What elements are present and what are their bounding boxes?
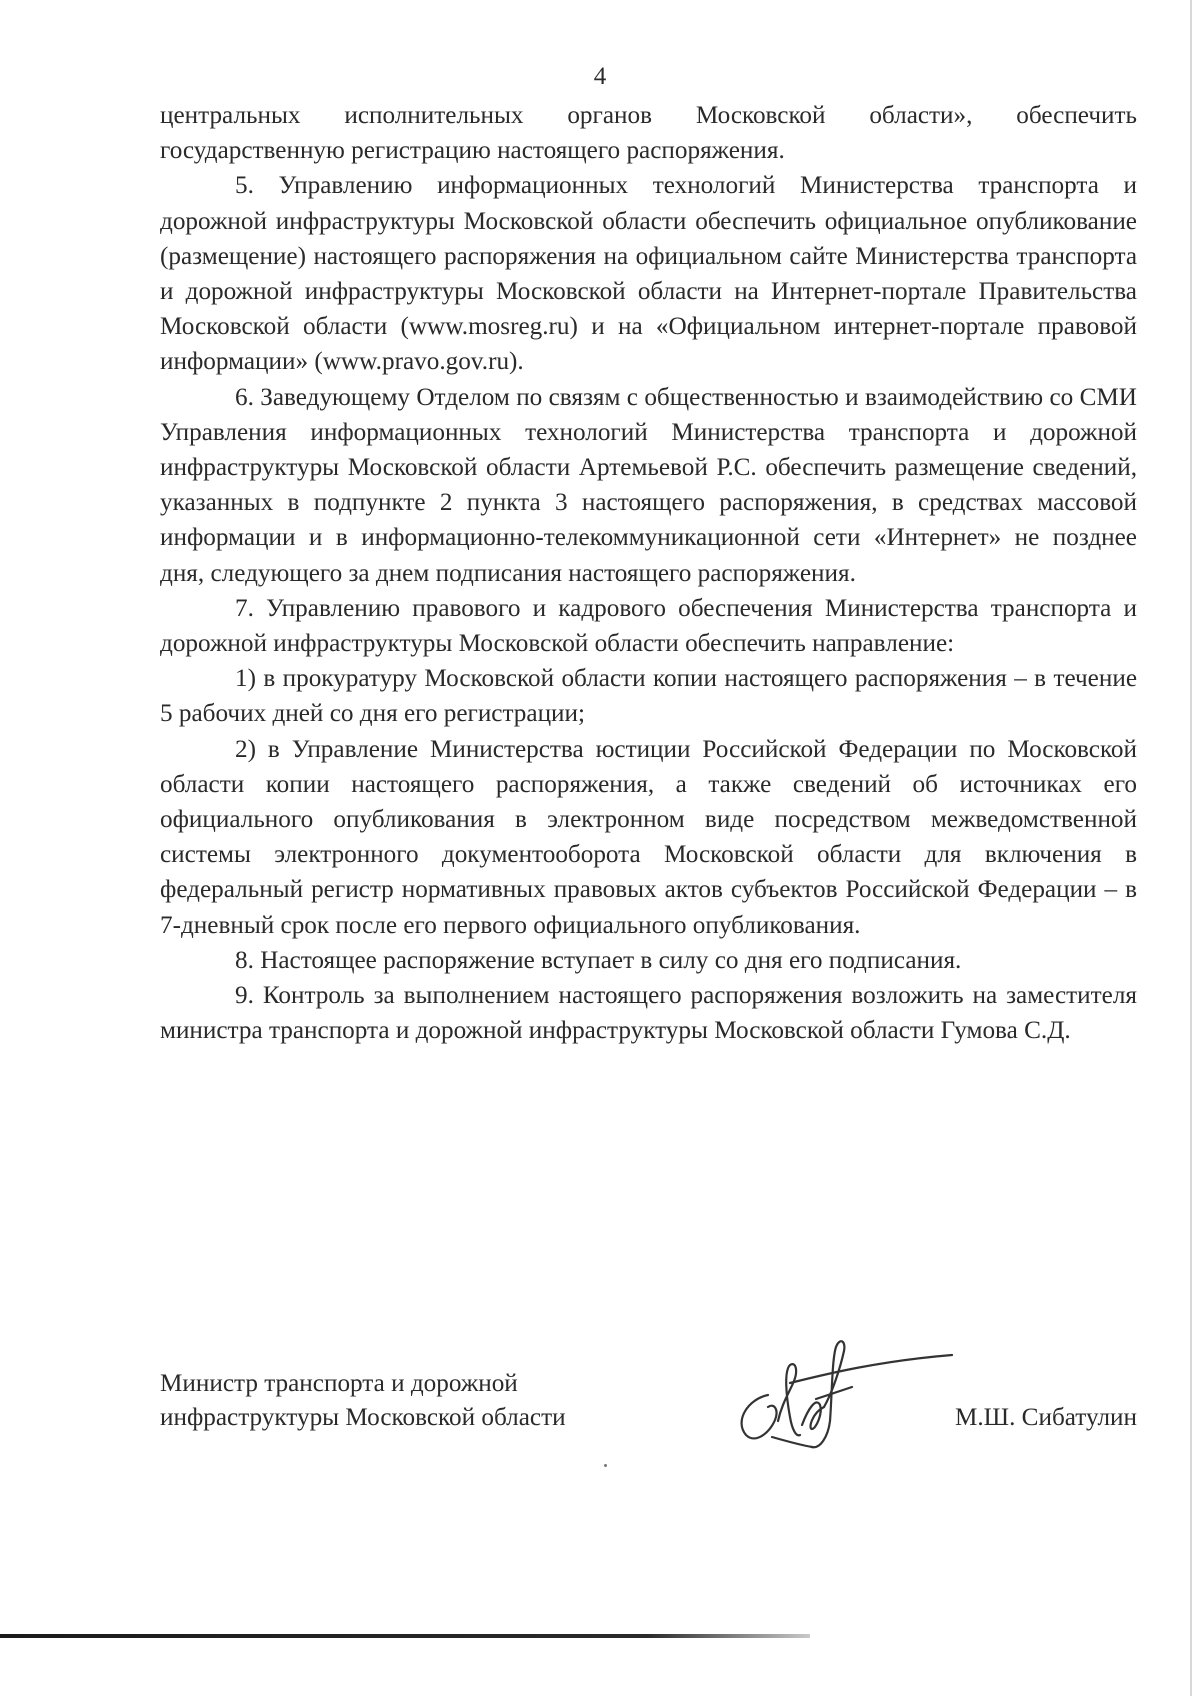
scan-artifact-dot — [604, 1464, 607, 1467]
handwritten-signature-icon — [720, 1325, 960, 1465]
signature-block — [160, 1367, 1137, 1477]
paragraph-subitem-2: 2) в Управление Министерства юстиции Российской Федерации по Московской области копии настоящего распоряжения, а также сведений об источниках его официального опубликования в электронном виде посредством межведомственной системы электронного документооборота Московской области для включения в федеральный регистр нормативных правовых актов субъектов Российской Федерации – в 7-дневный срок после его первого официального опубликования. — [160, 735, 1137, 939]
page-number: 4 — [593, 63, 607, 90]
signer-title — [160, 1367, 680, 1435]
document-body — [160, 98, 1137, 1048]
paragraph-item-9: 9. Контроль за выполнением настоящего распоряжения возложить на заместителя министра транспорта и дорожной инфраструктуры Московской области Гумова С.Д. — [160, 982, 1137, 1045]
paragraph-item-8: 8. Настоящее распоряжение вступает в силу со дня его подписания. — [235, 946, 962, 974]
signer-title-line-1: Министр транспорта и дорожной — [160, 1370, 518, 1397]
paragraph-item-5: 5. Управлению информационных технологий Министерства транспорта и дорожной инфраструктуры Московской области обеспечить официальное опубликование (размещение) настоящего распоряжения на официальном сайте Министерства транспорта и дорожной инфраструктуры Московской области на Интернет-портале Правительства Московской области (www.mosreg.ru) и на «Официальном интернет-портале правовой информации» (www.pravo.gov.ru). — [160, 172, 1137, 376]
paragraph-item-7: 7. Управлению правового и кадрового обеспечения Министерства транспорта и дорожной инфраструктуры Московской области обеспечить направление: — [160, 594, 1137, 658]
scan-right-edge — [1190, 0, 1192, 1696]
paragraph-subitem-1: 1) в прокуратуру Московской области копии настоящего распоряжения – в течение 5 рабочих дней со дня его регистрации; — [160, 665, 1137, 728]
paragraph-item-6: 6. Заведующему Отделом по связям с общественностью и взаимодействию со СМИ Управления информационных технологий Министерства транспорта и дорожной инфраструктуры Московской области Артемьевой Р.С. обеспечить размещение сведений, указанных в подпункте 2 пункта 3 настоящего распоряжения, в средствах массовой информации и в информационно-телекоммуникационной сети «Интернет» не позднее дня, следующего за днем подписания настоящего распоряжения. — [160, 383, 1137, 587]
signer-title-line-2: инфраструктуры Московской области — [160, 1404, 566, 1431]
signer-name: М.Ш. Сибатулин — [954, 1404, 1137, 1431]
scan-bottom-edge — [0, 1634, 810, 1638]
paragraph-continuation: центральных исполнительных органов Московской области», обеспечить государственную регистрацию настоящего распоряжения. — [160, 102, 1137, 165]
